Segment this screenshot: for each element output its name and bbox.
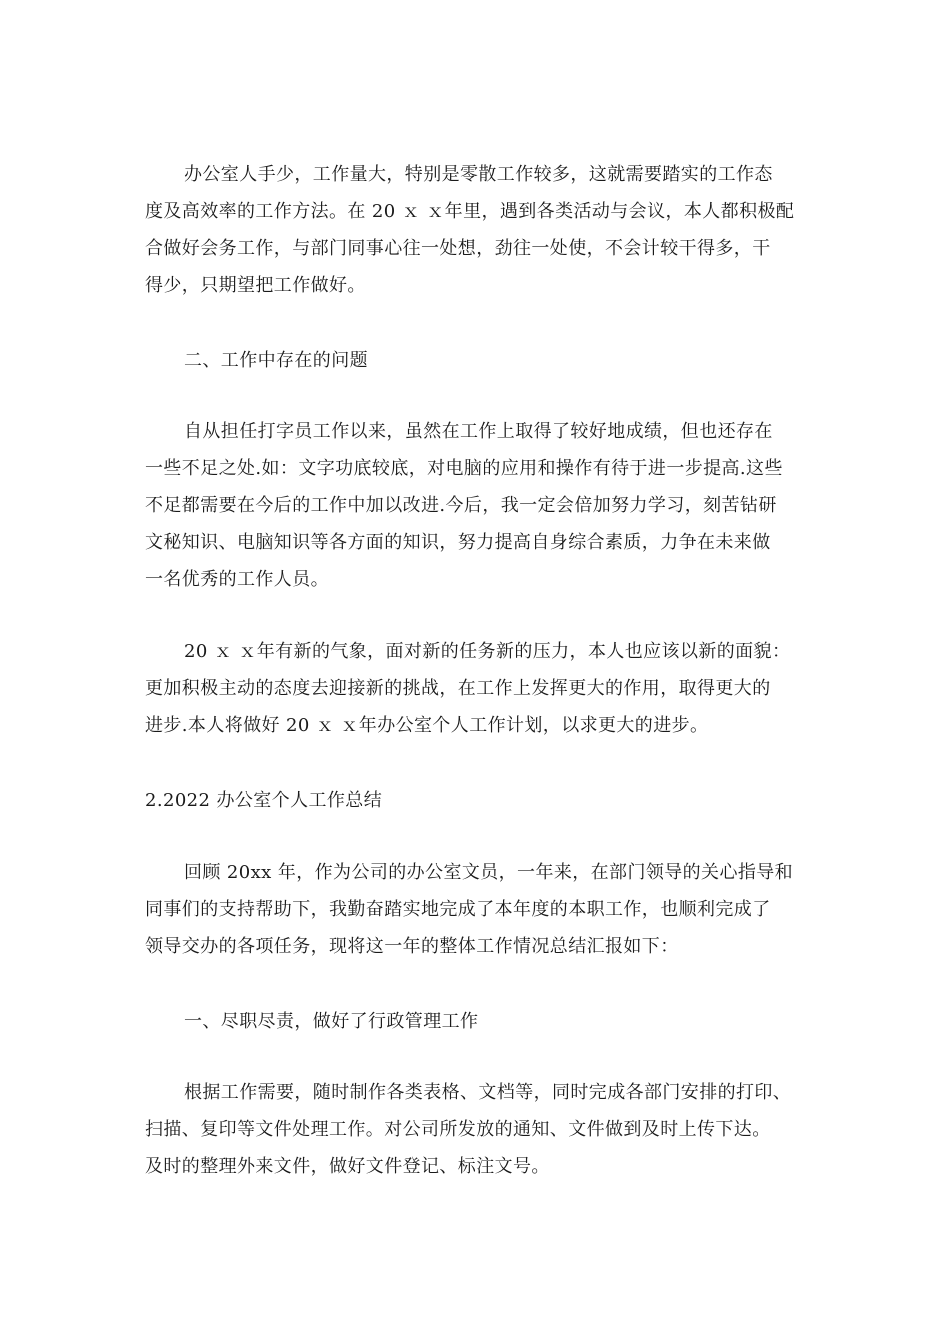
text-line: 办公室人手少，工作量大，特别是零散工作较多，这就需要踏实的工作态 [184,164,773,185]
text-line: 及时的整理外来文件，做好文件登记、标注文号。 [145,1156,550,1177]
text-line: 自从担任打字员工作以来，虽然在工作上取得了较好地成绩，但也还存在 [184,421,773,442]
text-line: 一名优秀的工作人员。 [145,569,329,590]
text-line: 20 ｘ ｘ年有新的气象，面对新的任务新的压力，本人也应该以新的面貌： [184,641,791,662]
text-line: 得少，只期望把工作做好。 [145,275,366,296]
text-line: 进步.本人将做好 20 ｘ ｘ年办公室个人工作计划，以求更大的进步。 [145,715,709,736]
text-line: 更加积极主动的态度去迎接新的挑战，在工作上发挥更大的作用，取得更大的 [145,678,771,699]
section-title-text: 2.2022 办公室个人工作总结 [145,790,383,811]
paragraph-review [145,854,807,965]
text-line: 不足都需要在今后的工作中加以改进.今后，我一定会倍加努力学习，刻苦钻研 [145,495,777,516]
heading-problems [145,342,807,379]
section-heading: 一、尽职尽责，做好了行政管理工作 [184,1011,479,1032]
text-line: 扫描、复印等文件处理工作。对公司所发放的通知、文件做到及时上传下达。 [145,1119,771,1140]
paragraph-office-workload [145,156,807,304]
text-line: 度及高效率的工作方法。在 20 ｘ ｘ年里，遇到各类活动与会议，本人都积极配 [145,201,795,222]
text-line: 文秘知识、电脑知识等各方面的知识，努力提高自身综合素质，力争在未来做 [145,532,771,553]
text-line: 同事们的支持帮助下，我勤奋踏实地完成了本年度的本职工作，也顺利完成了 [145,899,771,920]
heading-duties [145,1003,807,1040]
paragraph-shortcomings [145,413,807,598]
paragraph-admin-work [145,1074,807,1185]
section-title [145,782,807,819]
text-line: 领导交办的各项任务，现将这一年的整体工作情况总结汇报如下： [145,936,679,957]
text-line: 根据工作需要，随时制作各类表格、文档等，同时完成各部门安排的打印、 [184,1082,792,1103]
paragraph-new-year [145,633,807,744]
text-line: 回顾 20xx 年，作为公司的办公室文员，一年来，在部门领导的关心指导和 [184,862,794,883]
text-line: 合做好会务工作，与部门同事心往一处想，劲往一处使，不会计较干得多，干 [145,238,771,259]
section-heading: 二、工作中存在的问题 [184,350,368,371]
text-line: 一些不足之处.如：文字功底较底，对电脑的应用和操作有待于进一步提高.这些 [145,458,783,479]
